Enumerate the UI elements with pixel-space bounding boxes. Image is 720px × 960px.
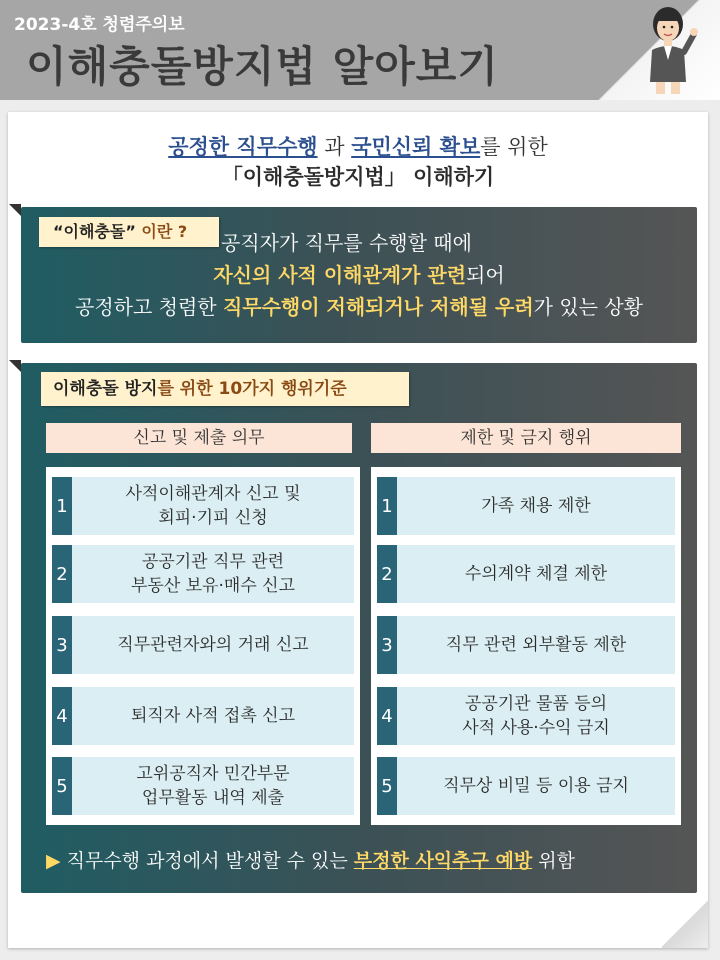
restriction-item-text: 직무 관련 외부활동 제한 <box>445 635 627 655</box>
standards-panel <box>21 363 697 893</box>
duty-item-number: 2 <box>52 545 72 603</box>
left-column-header: 신고 및 제출 의무 <box>46 423 352 453</box>
header-band <box>0 0 720 100</box>
duty-item-3 <box>52 616 354 674</box>
restriction-item-3 <box>377 616 675 674</box>
issue-label: 2023-4호 청렴주의보 <box>14 15 185 35</box>
duty-item-number: 5 <box>52 757 72 815</box>
intro-emphasis-2: 국민신뢰 확보 <box>351 135 481 159</box>
left-list <box>46 467 360 825</box>
duty-item-text: 공공기관 직무 관련 부동산 보유·매수 신고 <box>130 552 295 596</box>
duty-item-1 <box>52 477 354 535</box>
purpose-statement <box>46 847 686 875</box>
restriction-item-text: 가족 채용 제한 <box>481 496 591 516</box>
paper-fold-corner <box>662 900 708 948</box>
intro-suffix: 를 위한 <box>480 135 548 159</box>
intro-emphasis-1: 공정한 직무수행 <box>168 135 318 159</box>
definition-line-2-highlight: 자신의 사적 이해관계가 관련 <box>213 263 467 287</box>
duty-item-5 <box>52 757 354 815</box>
duty-item-text: 퇴직자 사적 접촉 신고 <box>130 706 295 726</box>
definition-line-2-rest: 되어 <box>466 263 505 287</box>
restriction-item-4 <box>377 687 675 745</box>
content-paper <box>8 112 708 948</box>
definition-line-3-highlight: 직무수행이 저해되거나 저해될 우려 <box>222 295 534 319</box>
duty-item-text: 직무관련자와의 거래 신고 <box>117 635 309 655</box>
restriction-item-5 <box>377 757 675 815</box>
restriction-item-number: 5 <box>377 757 397 815</box>
restriction-item-2 <box>377 545 675 603</box>
definition-line-3 <box>21 291 697 323</box>
definition-label-rest: 이란 ? <box>135 222 188 241</box>
definition-text <box>21 227 697 323</box>
definition-line-2 <box>21 259 697 291</box>
right-list <box>371 467 681 825</box>
duty-item-2 <box>52 545 354 603</box>
standards-label-rest: 를 위한 10가지 행위기준 <box>157 379 347 399</box>
intro-connector: 과 <box>317 135 352 159</box>
purpose-pre: 직무수행 과정에서 발생할 수 있는 <box>66 850 354 872</box>
intro-text <box>8 132 708 192</box>
standards-label <box>41 372 409 406</box>
presenter-avatar-icon <box>638 4 698 96</box>
purpose-rest: 위함 <box>532 850 575 872</box>
panel-corner <box>9 204 21 216</box>
restriction-item-1 <box>377 477 675 535</box>
definition-line-1: 공직자가 직무를 수행할 때에 <box>221 231 472 255</box>
restriction-item-number: 1 <box>377 477 397 535</box>
standards-label-main: 이해충돌 방지 <box>53 379 158 399</box>
restriction-item-text: 직무상 비밀 등 이용 금지 <box>443 776 629 796</box>
right-column-header: 제한 및 금지 행위 <box>371 423 681 453</box>
definition-panel <box>21 207 697 343</box>
duty-item-text: 고위공직자 민간부문 업무활동 내역 제출 <box>136 764 290 808</box>
arrow-icon: ▶ <box>46 850 61 872</box>
definition-line-3-rest: 가 있는 상황 <box>533 295 643 319</box>
restriction-item-number: 3 <box>377 616 397 674</box>
duty-item-4 <box>52 687 354 745</box>
definition-line-3-pre: 공정하고 청렴한 <box>75 295 223 319</box>
restriction-item-number: 4 <box>377 687 397 745</box>
duty-item-text: 사적이해관계자 신고 및 회피·기피 신청 <box>125 484 301 528</box>
panel-corner <box>9 360 21 372</box>
definition-label-main: “이해충돌” <box>53 222 136 241</box>
page-title: 이해충돌방지법 알아보기 <box>26 42 499 91</box>
duty-item-number: 4 <box>52 687 72 745</box>
intro-subtitle: 「이해충돌방지법」 이해하기 <box>221 165 495 189</box>
duty-item-number: 3 <box>52 616 72 674</box>
duty-item-number: 1 <box>52 477 72 535</box>
purpose-highlight: 부정한 사익추구 예방 <box>353 850 533 872</box>
restriction-item-text: 공공기관 물품 등의 사적 사용·수익 금지 <box>462 694 610 738</box>
restriction-item-text: 수의계약 체결 제한 <box>464 564 608 584</box>
restriction-item-number: 2 <box>377 545 397 603</box>
